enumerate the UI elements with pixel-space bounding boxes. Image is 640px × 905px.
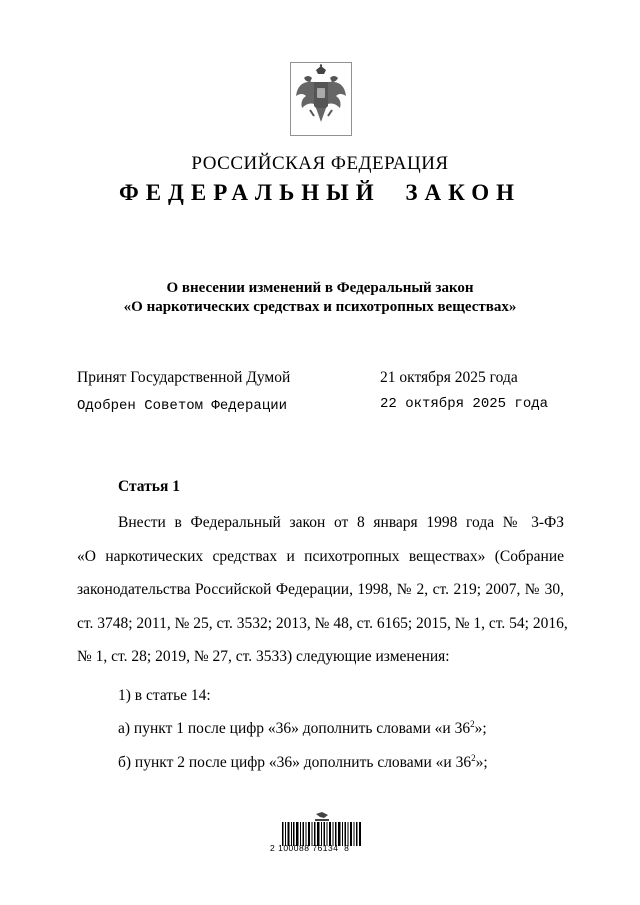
- council-approval-label: Одобрен Советом Федерации: [77, 398, 288, 414]
- list-item-a-text: а) пункт 1 после цифр «36» дополнить словами «и 36: [118, 720, 471, 737]
- paragraph-line: «О наркотических средствах и психотропных веществах» (Собрание: [77, 547, 564, 565]
- article-heading: Статья 1: [118, 478, 180, 495]
- barcode-icon: [282, 812, 362, 870]
- superscript: 2: [471, 753, 476, 763]
- duma-adoption-label: Принят Государственной Думой: [77, 369, 291, 386]
- country-name: РОССИЙСКАЯ ФЕДЕРАЦИЯ: [191, 153, 449, 174]
- list-item-b: [118, 754, 488, 772]
- superscript: 2: [470, 719, 475, 729]
- list-item-1: 1) в статье 14:: [118, 687, 211, 704]
- list-item-a: [118, 720, 487, 738]
- paragraph-line: № 1, ст. 28; 2019, № 27, ст. 3533) следующие изменения:: [77, 648, 450, 665]
- list-item-b-text: б) пункт 2 после цифр «36» дополнить словами «и 36: [118, 754, 472, 771]
- paragraph-line: законодательства Российской Федерации, 1998, № 2, ст. 219; 2007, № 30,: [77, 581, 564, 598]
- document-type: ФЕДЕРАЛЬНЫЙ ЗАКОН: [118, 180, 522, 205]
- paragraph-line: ст. 3748; 2011, № 25, ст. 3532; 2013, № 48, ст. 6165; 2015, № 1, ст. 54; 2016,: [77, 614, 568, 632]
- law-title-line-2: «О наркотических средствах и психотропных веществах»: [123, 299, 517, 315]
- list-item-a-end: »;: [474, 720, 487, 737]
- council-approval-date: 22 октября 2025 года: [380, 396, 549, 412]
- law-title: [0, 279, 640, 317]
- law-title-line-1: О внесении изменений в Федеральный закон: [166, 280, 474, 296]
- barcode-number: 2 100088 76134 8: [270, 843, 350, 853]
- list-item-b-end: »;: [475, 754, 488, 771]
- duma-adoption-date: 21 октября 2025 года: [380, 369, 518, 386]
- russian-coat-of-arms-icon: [290, 62, 352, 136]
- article-intro-paragraph: [77, 506, 568, 674]
- paragraph-line: Внести в Федеральный закон от 8 января 1998 года № 3-ФЗ: [118, 514, 564, 531]
